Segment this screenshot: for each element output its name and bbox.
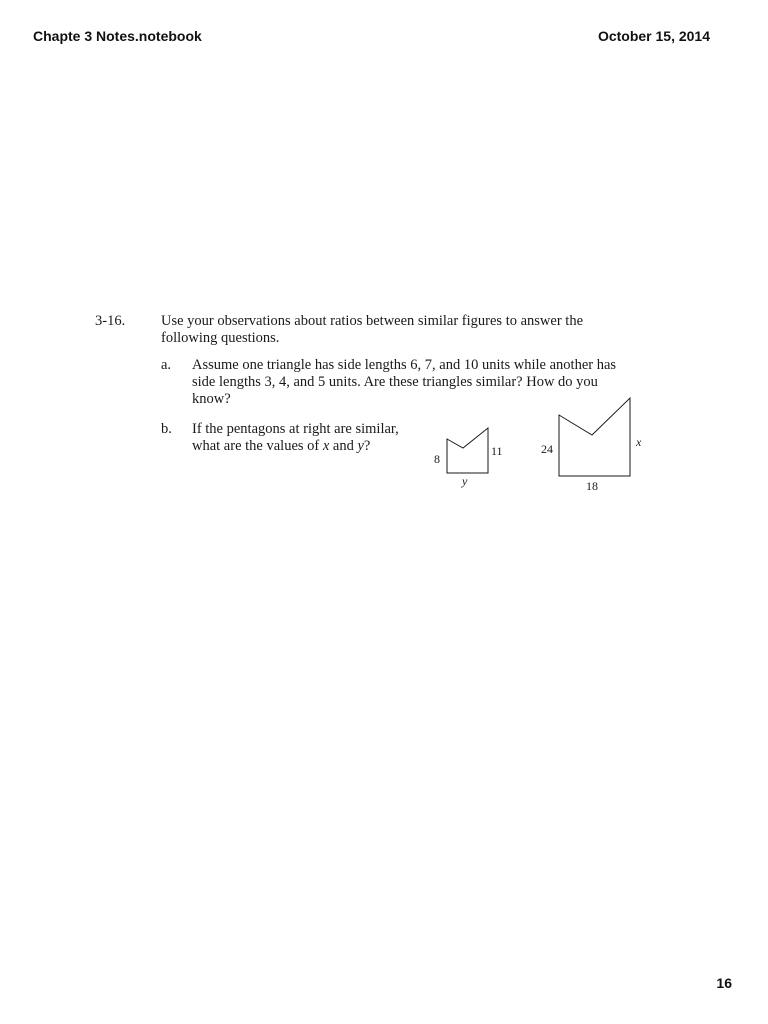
part-b-text-mid: and bbox=[329, 438, 358, 454]
small-left-label: 8 bbox=[434, 452, 440, 466]
part-b-var-y: y bbox=[357, 438, 364, 454]
part-b-var-x: x bbox=[322, 438, 330, 454]
part-a-line-3: know? bbox=[192, 391, 231, 407]
small-bottom-label: y bbox=[462, 474, 468, 488]
large-bottom-label: 18 bbox=[586, 479, 598, 493]
part-b-line-1: If the pentagons at right are similar, bbox=[192, 421, 399, 437]
problem-intro-line-1: Use your observations about ratios between similar figures to answer the bbox=[161, 313, 584, 329]
page-number: 16 bbox=[716, 975, 732, 991]
part-b-text-post: ? bbox=[363, 438, 371, 454]
small-right-label: 11 bbox=[491, 444, 503, 458]
problem-number: 3-16. bbox=[95, 313, 126, 329]
large-pentagon bbox=[559, 398, 630, 476]
large-left-label: 24 bbox=[541, 442, 553, 456]
large-right-label: x bbox=[636, 435, 642, 449]
problem-intro-line-2: following questions. bbox=[161, 330, 280, 346]
part-a-line-1: Assume one triangle has side lengths 6, 7, and 10 units while another has bbox=[192, 357, 617, 373]
part-b-label: b. bbox=[161, 421, 172, 437]
notebook-date: October 15, 2014 bbox=[597, 28, 710, 44]
small-pentagon bbox=[447, 428, 488, 473]
part-a-line-2: side lengths 3, 4, and 5 units. Are these triangles similar? How do you bbox=[192, 374, 598, 390]
part-b-text-pre: what are the values of bbox=[192, 438, 323, 454]
part-a-label: a. bbox=[161, 357, 172, 373]
notebook-title: Chapte 3 Notes.notebook bbox=[33, 28, 202, 44]
